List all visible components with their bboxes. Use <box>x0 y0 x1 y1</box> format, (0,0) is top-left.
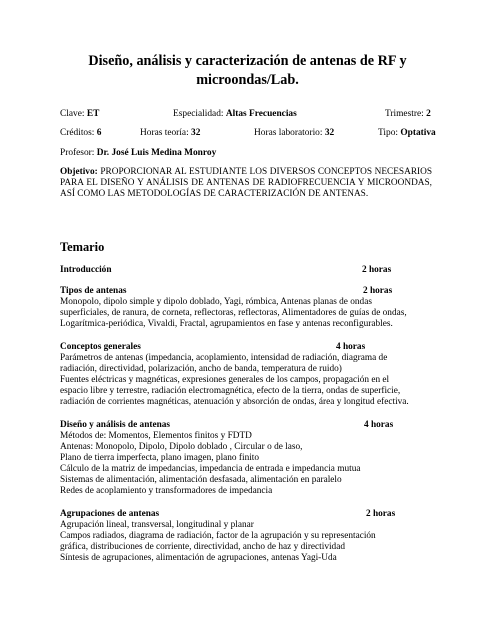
section-agrupaciones <box>60 509 436 564</box>
section-line: espacio libre y terrestre, radiación electromagnética, efecto de la tierra, ondas de superficie, <box>60 386 401 396</box>
section-title: Diseño y análisis de antenas <box>60 420 171 430</box>
section-body <box>60 520 436 564</box>
section-line: Métodos de: Momentos, Elementos finitos y FDTD <box>60 431 252 441</box>
objective-paragraph <box>60 167 432 200</box>
clave: Clave: ET <box>60 109 100 119</box>
section-body <box>60 431 436 497</box>
section-line: Síntesis de agrupaciones, alimentación de agrupaciones, antenas Yagi-Uda <box>60 553 337 563</box>
section-header <box>60 265 436 276</box>
section-title: Agrupaciones de antenas <box>60 509 160 519</box>
horas-teoria: Horas teoría: 32 <box>140 128 201 138</box>
section-hours: 2 horas <box>363 286 393 296</box>
section-header <box>60 420 436 431</box>
trimestre: Trimestre: 2 <box>385 109 431 119</box>
creditos: Créditos: 6 <box>60 128 102 138</box>
section-line: superficiales, de ranura, de corneta, reflectoras, reflectoras, Alimentadores de guías de ondas, <box>60 308 407 318</box>
section-introduccion <box>60 265 436 276</box>
section-title: Conceptos generales <box>60 342 141 352</box>
section-hours: 2 horas <box>366 509 396 519</box>
section-line: Fuentes eléctricas y magnéticas, expresiones generales de los campos, propagación en el <box>60 375 390 385</box>
section-line: Agrupación lineal, transversal, longitudinal y planar <box>60 520 254 530</box>
title-line-1: Diseño, análisis y caracterización de antenas de RF y <box>88 53 407 69</box>
horas-laboratorio: Horas laboratorio: 32 <box>254 128 335 138</box>
section-title: Tipos de antenas <box>60 286 127 296</box>
objective-label: Objetivo: <box>60 167 98 177</box>
especialidad: Especialidad: Altas Frecuencias <box>173 109 297 119</box>
section-diseno-y-analisis <box>60 420 436 497</box>
section-line: Plano de tierra imperfecta, plano imagen, plano finito <box>60 453 260 463</box>
section-line: Logarítmica-periódica, Vivaldi, Fractal, agrupamientos en fase y antenas reconfigurables. <box>60 319 393 329</box>
section-line: Antenas: Monopolo, Dipolo, Dipolo doblado , Circular o de laso, <box>60 442 303 452</box>
profesor: Profesor: Dr. José Luis Medina Monroy <box>60 148 217 158</box>
section-line: radiación, directividad, polarización, ancho de banda, temperatura de ruido) <box>60 364 342 374</box>
section-header <box>60 509 436 520</box>
section-tipos-de-antenas <box>60 286 436 330</box>
section-line: Parámetros de antenas (impedancia, acoplamiento, intensidad de radiación, diagrama de <box>60 353 388 363</box>
section-line: Redes de acoplamiento y transformadores de impedancia <box>60 486 273 496</box>
section-title: Introducción <box>60 265 112 275</box>
section-line: Campos radiados, diagrama de radiación, factor de la agrupación y su representación <box>60 531 376 541</box>
section-line: Cálculo de la matriz de impedancias, impedancia de entrada e impedancia mutua <box>60 464 361 474</box>
section-body <box>60 297 436 330</box>
document-title <box>40 52 455 90</box>
section-conceptos-generales <box>60 342 436 408</box>
section-header <box>60 342 436 353</box>
title-line-2: microondas/Lab. <box>196 72 299 88</box>
section-hours: 4 horas <box>336 342 366 352</box>
section-line: Monopolo, dipolo simple y dipolo doblado, Yagi, rómbica, Antenas planas de ondas <box>60 297 372 307</box>
section-line: radiación de corrientes magnéticas, atenuación y absorción de ondas, área y longitud efectiva. <box>60 397 409 407</box>
section-line: gráfica, distribuciones de corriente, directividad, ancho de haz y directividad <box>60 542 345 552</box>
section-body <box>60 353 436 408</box>
section-hours: 2 horas <box>362 265 392 275</box>
section-header <box>60 286 436 297</box>
tipo: Tipo: Optativa <box>378 128 436 138</box>
objective-text: PROPORCIONAR AL ESTUDIANTE LOS DIVERSOS CONCEPTOS NECESARIOS PARA EL DISEÑO Y ANÁLISIS DE ANTENAS DE RADIOFRECUENCIA Y MICROONDAS, ASÍ COMO LAS METODOLOGÍAS DE CARACTERIZACIÓN DE ANTENAS. <box>60 167 432 199</box>
section-line: Sistemas de alimentación, alimentación desfasada, alimentación en paralelo <box>60 475 342 485</box>
temario-heading: Temario <box>60 240 105 254</box>
section-hours: 4 horas <box>364 420 394 430</box>
